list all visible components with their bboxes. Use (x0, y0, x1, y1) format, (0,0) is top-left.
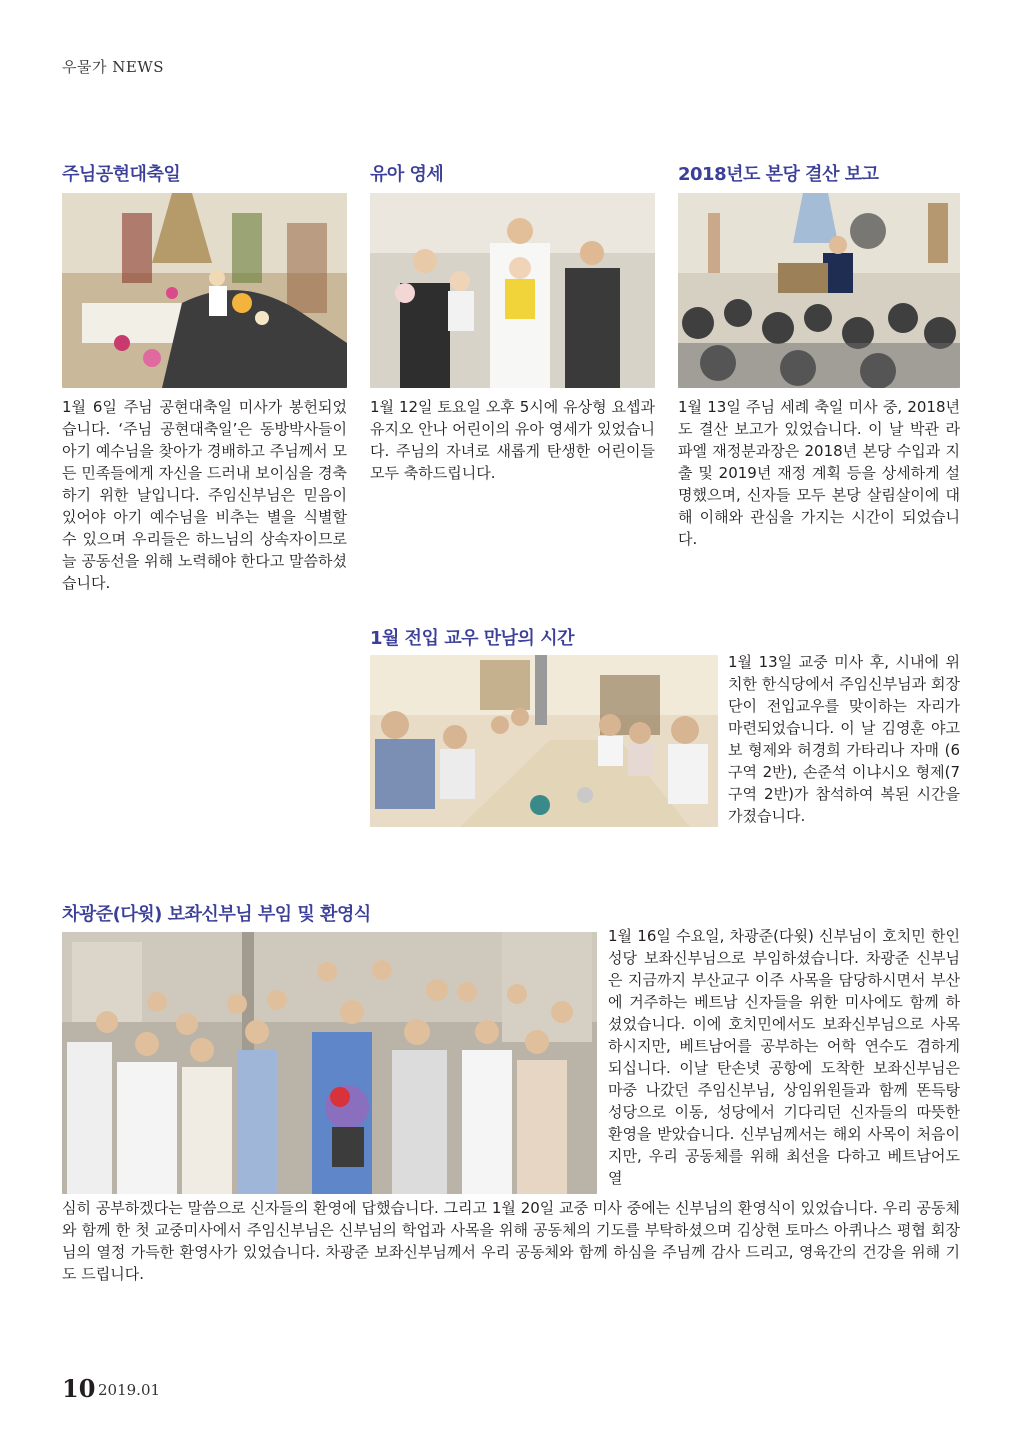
assistant-priest-title: 차광준(다윗) 보좌신부님 부임 및 환영식 (62, 904, 371, 925)
section-header-label: 우물가 NEWS (62, 58, 165, 76)
page-number: 10 (62, 1374, 96, 1403)
epiphany-body: 1월 6일 주님 공현대축일 미사가 봉헌되었습니다. ‘주님 공현대축일’은 동방박사들이 아기 예수님을 찾아가 경배하고 주님께서 모든 민족들에게 자신을 드러내 보이심을 경축하기 위한 날입니다. 주임신부님은 믿음이 있어야 아기 예수님을 비추는 별을 식별할 수 있으며 우리들은 하느님의 상속자이므로 늘 공동선을 위해 노력해야 한다고 말씀하셨습니다. (62, 398, 347, 592)
baptism-body: 1월 12일 토요일 오후 5시에 유상형 요셉과 유지오 안나 어린이의 유아 영세가 있었습니다. 주님의 자녀로 새롭게 탄생한 어린이들 모두 축하드립니다. (370, 398, 655, 482)
budget-report-body: 1월 13일 주님 세례 축일 미사 중, 2018년도 결산 보고가 있었습니다. 이 날 박관 라파엘 재정분과장은 2018년 본당 수입과 지출 및 2019년 재정 계획 등을 상세하게 설명했으며, 신자들 모두 본당 살림살이에 대해 이해와 관심을 가지는 시간이 되었습니다. (678, 398, 960, 548)
baptism-title: 유아 영세 (370, 164, 444, 185)
budget-report-photo (678, 193, 960, 388)
newcomers-meeting-photo (370, 655, 718, 827)
issue-date: 2019.01 (98, 1381, 161, 1399)
assistant-priest-body-side: 1월 16일 수요일, 차광준(다윗) 신부님이 호치민 한인성당 보좌신부님으로 부임하셨습니다. 차광준 신부님은 지금까지 부산교구 이주 사목을 담당하시면서 부산에 거주하는 베트남 신자들을 위한 미사에도 함께 하셨었습니다. 이에 호치민에서도 보좌신부님으로 사목하시지만, 베트남어를 공부하는 어학 연수도 겸하게 되십니다. 이날 탄손녓 공항에 도착한 보좌신부님은 마중 나갔던 주임신부님, 상임위원들과 함께 똔득탕 성당으로 이동, 성당에서 기다리던 신자들의 따뜻한 환영을 받았습니다. 신부님께서는 해외 사목이 처음이지만, 우리 공동체를 위해 최선을 다하고 베트남어도 열 (608, 927, 960, 1187)
epiphany-title: 주님공현대축일 (62, 164, 181, 185)
baptism-photo (370, 193, 655, 388)
assistant-priest-body-full: 심히 공부하겠다는 말씀으로 신자들의 환영에 답했습니다. 그리고 1월 20일 교중 미사 중에는 신부님의 환영식이 있었습니다. 우리 공동체와 함께 한 첫 교중미사에서 주임신부님은 신부님의 학업과 사목을 위해 공동체의 기도를 부탁하셨으며 김상현 토마스 아퀴나스 평협 회장님의 열정 가득한 환영사가 있었습니다. 차광준 보좌신부님께서 우리 공동체와 함께 하심을 주님께 감사 드리고, 영육간의 건강을 위해 기도 드립니다. (62, 1199, 960, 1283)
budget-report-title: 2018년도 본당 결산 보고 (678, 164, 879, 185)
epiphany-mass-photo (62, 193, 347, 388)
newcomers-meeting-title: 1월 전입 교우 만남의 시간 (370, 628, 574, 649)
newcomers-meeting-body: 1월 13일 교중 미사 후, 시내에 위치한 한식당에서 주임신부님과 회장단이 전입교우를 맞이하는 자리가 마련되었습니다. 이 날 김영훈 야고보 형제와 허경희 가타리나 자매 (6구역 2반), 손준석 이냐시오 형제(7구역 2반)가 참석하여 복된 시간을 가졌습니다. (728, 653, 960, 825)
assistant-priest-group-photo (62, 932, 597, 1194)
